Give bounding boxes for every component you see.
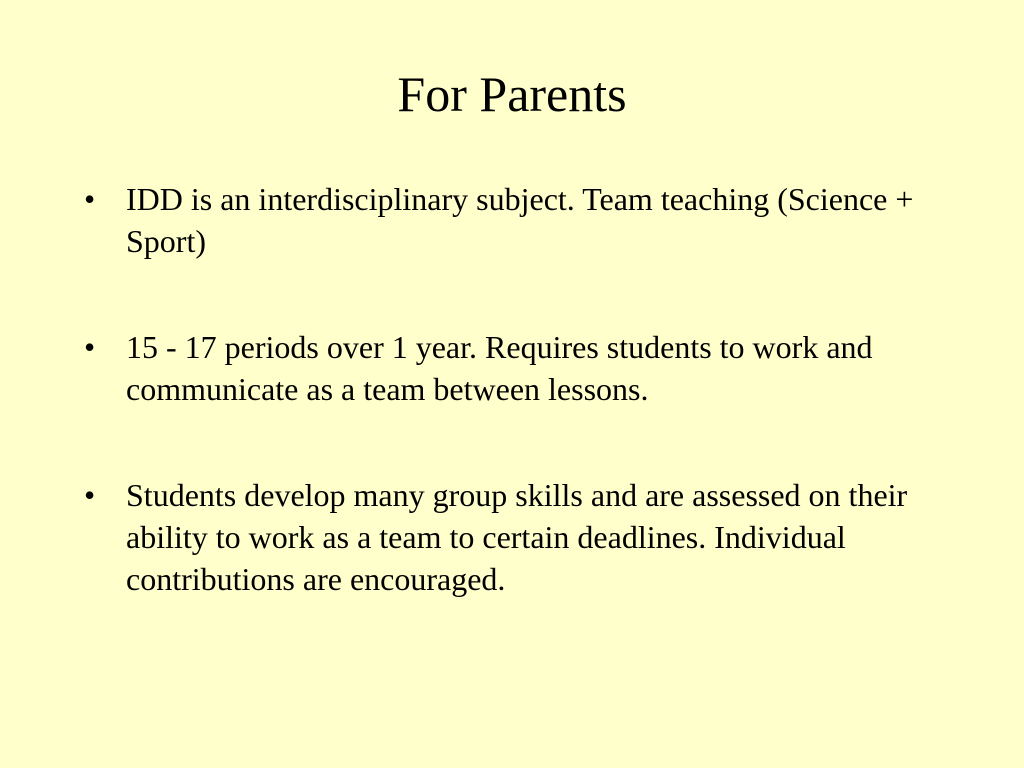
- bullet-text: Students develop many group skills and are assessed on their ability to work as a team to certain deadlines. Individual contributions are encouraged.: [126, 477, 908, 597]
- bullet-point-icon: •: [84, 181, 96, 217]
- bullet-text: 15 - 17 periods over 1 year. Requires students to work and communicate as a team between lessons.: [126, 329, 873, 407]
- bullet-item-3: [84, 474, 964, 600]
- bullet-text: IDD is an interdisciplinary subject. Team teaching (Science + Sport): [126, 181, 914, 259]
- bullet-item-2: [84, 326, 964, 410]
- bullet-point-icon: •: [84, 329, 96, 365]
- bullet-item-1: [84, 178, 964, 262]
- bullet-list: [84, 178, 964, 664]
- bullet-point-icon: •: [84, 477, 96, 513]
- slide-title: For Parents: [397, 66, 627, 122]
